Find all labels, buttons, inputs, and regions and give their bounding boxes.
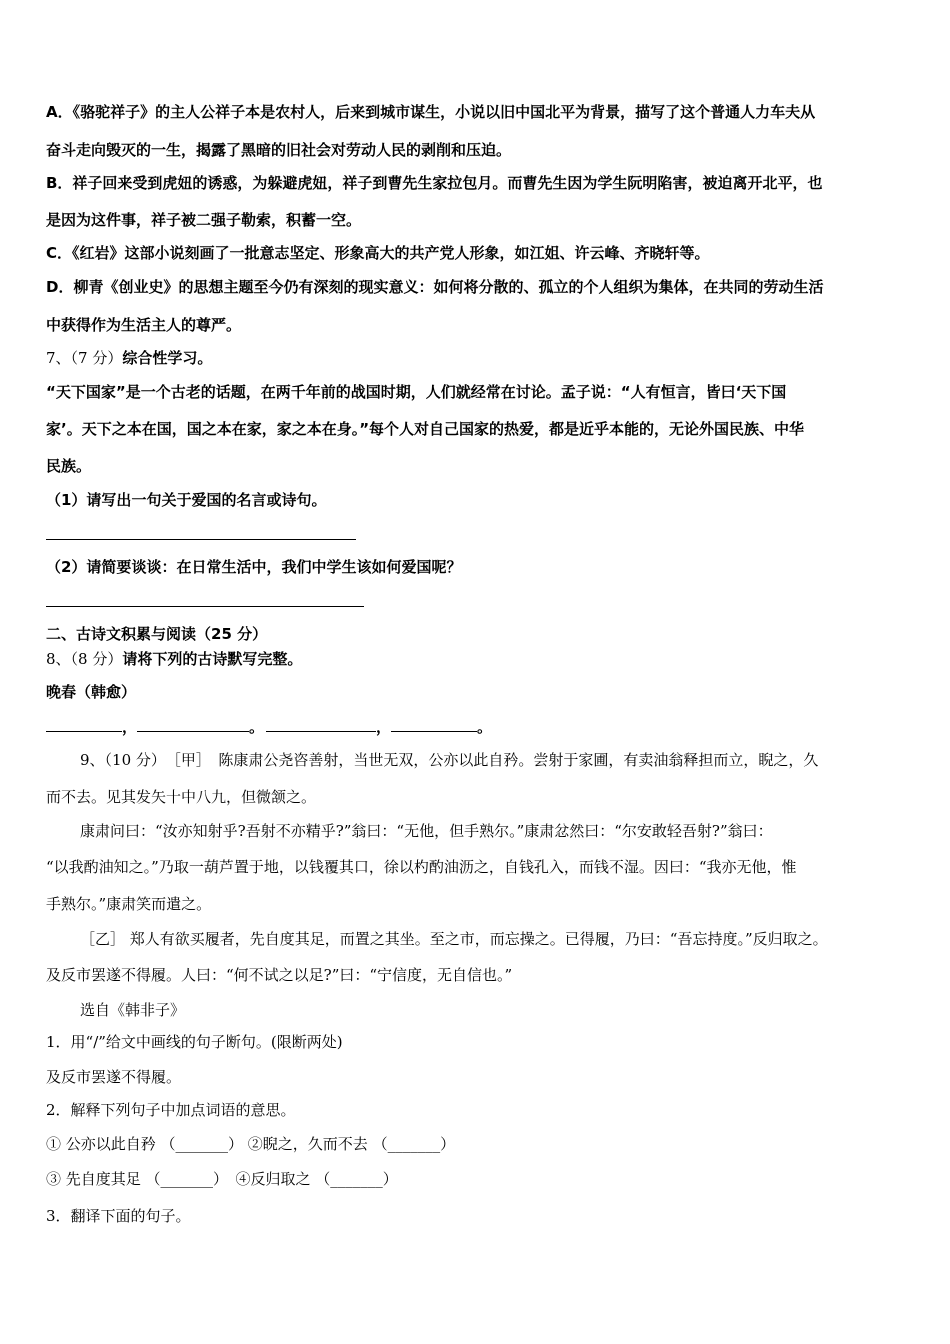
q6-option-c: C．《红岩》这部小说刻画了一批意志坚定、形象高大的共产党人形象，如江姐、许云峰、齐晓轩等。 xyxy=(46,244,710,262)
q7-title: 综合性学习。 xyxy=(122,349,213,367)
q6-option-d-line2: 中获得作为生活主人的尊严。 xyxy=(46,316,242,334)
q9-source: 选自《韩非子》 xyxy=(80,1001,186,1019)
q9-jia-line2: 而不去。见其发矢十中八九，但微颔之。 xyxy=(46,788,317,806)
q7-sub1-prompt: （1）请写出一句关于爱国的名言或诗句。 xyxy=(46,491,327,509)
q8-fill-blanks xyxy=(46,715,492,737)
poem-comma-2: ， xyxy=(376,718,392,736)
q7-sub1-answer-line[interactable] xyxy=(46,539,356,540)
poem-title: 晚春（韩愈） xyxy=(46,683,137,701)
q9-task1-sentence: 及反市罢遂不得履。 xyxy=(46,1068,182,1086)
q9-task2-row2: ③ 先自度其足 （_______） ④反归取之 （_______） xyxy=(46,1170,398,1188)
q7-number: 7、（7 分） xyxy=(46,349,123,367)
q8-title: 请将下列的古诗默写完整。 xyxy=(122,650,303,668)
q7-passage-line3: 民族。 xyxy=(46,457,92,475)
q9-jia-line4: “以我酌油知之。”乃取一葫芦置于地，以钱覆其口，徐以杓酌油沥之，自钱孔入，而钱不湿。因曰：“我亦无他，惟 xyxy=(46,858,797,876)
section2-heading: 二、古诗文积累与阅读（25 分） xyxy=(46,625,268,643)
q7-passage-line2: 家’。天下之本在国，国之本在家，家之本在身。”每个人对自己国家的热爱，都是近乎本能的，无论外国民族、中华 xyxy=(46,420,805,438)
q7-sub2-prompt: （2）请简要谈谈：在日常生活中，我们中学生该如何爱国呢？ xyxy=(46,558,462,576)
poem-blank-4[interactable] xyxy=(391,715,477,732)
q7-sub2-answer-line[interactable] xyxy=(46,606,364,607)
q9-task2-row1: ① 公亦以此自矜 （_______） ②睨之，久而不去 （_______） xyxy=(46,1135,456,1153)
q9-yi-line1: ［乙］ 郑人有欲买履者，先自度其足，而置之其坐。至之市，而忘操之。已得履，乃曰：“吾忘持度。”反归取之。 xyxy=(80,930,828,948)
q6-option-b-line2: 是因为这件事，祥子被二强子勒索，积蓄一空。 xyxy=(46,211,362,229)
poem-comma-1: ， xyxy=(122,718,138,736)
q7-passage-line1: “天下国家”是一个古老的话题，在两千年前的战国时期，人们就经常在讨论。孟子说：“人有恒言，皆曰‘天下国 xyxy=(46,383,787,401)
q9-jia-line3: 康肃问曰：“汝亦知射乎?吾射不亦精乎?”翁曰：“无他，但手熟尔。”康肃忿然曰：“尔安敢轻吾射?”翁曰： xyxy=(80,822,773,840)
q9-task3: 3．翻译下面的句子。 xyxy=(46,1207,191,1225)
q8-number: 8、（8 分） xyxy=(46,650,123,668)
q9-yi-line2: 及反市罢遂不得履。人曰：“何不试之以足?”曰：“宁信度，无自信也。” xyxy=(46,966,513,984)
q6-option-b-line1: B．祥子回来受到虎妞的诱惑，为躲避虎妞，祥子到曹先生家拉包月。而曹先生因为学生阮明陷害，被迫离开北平，也 xyxy=(46,174,823,192)
q6-option-a-line2: 奋斗走向毁灭的一生，揭露了黑暗的旧社会对劳动人民的剥削和压迫。 xyxy=(46,141,512,159)
poem-period-1: 。 xyxy=(249,718,265,736)
q9-task1: 1．用“/”给文中画线的句子断句。(限断两处) xyxy=(46,1033,343,1051)
q7-header xyxy=(46,348,212,369)
poem-period-2: 。 xyxy=(477,718,493,736)
q8-header xyxy=(46,649,302,670)
poem-blank-3[interactable] xyxy=(266,715,376,732)
q6-option-a-line1: A．《骆驼祥子》的主人公祥子本是农村人，后来到城市谋生，小说以旧中国北平为背景，描写了这个普通人力车夫从 xyxy=(46,103,816,121)
q9-task2: 2．解释下列句子中加点词语的意思。 xyxy=(46,1101,296,1119)
q6-option-d-line1: D．柳青《创业史》的思想主题至今仍有深刻的现实意义：如何将分散的、孤立的个人组织为集体，在共同的劳动生活 xyxy=(46,278,824,296)
q9-jia-line1: 9、（10 分） ［甲］ 陈康肃公尧咨善射，当世无双，公亦以此自矜。尝射于家圃，有卖油翁释担而立，睨之，久 xyxy=(80,751,819,769)
poem-blank-1[interactable] xyxy=(46,715,122,732)
q9-jia-line5: 手熟尔。”康肃笑而遣之。 xyxy=(46,895,212,913)
poem-blank-2[interactable] xyxy=(137,715,249,732)
